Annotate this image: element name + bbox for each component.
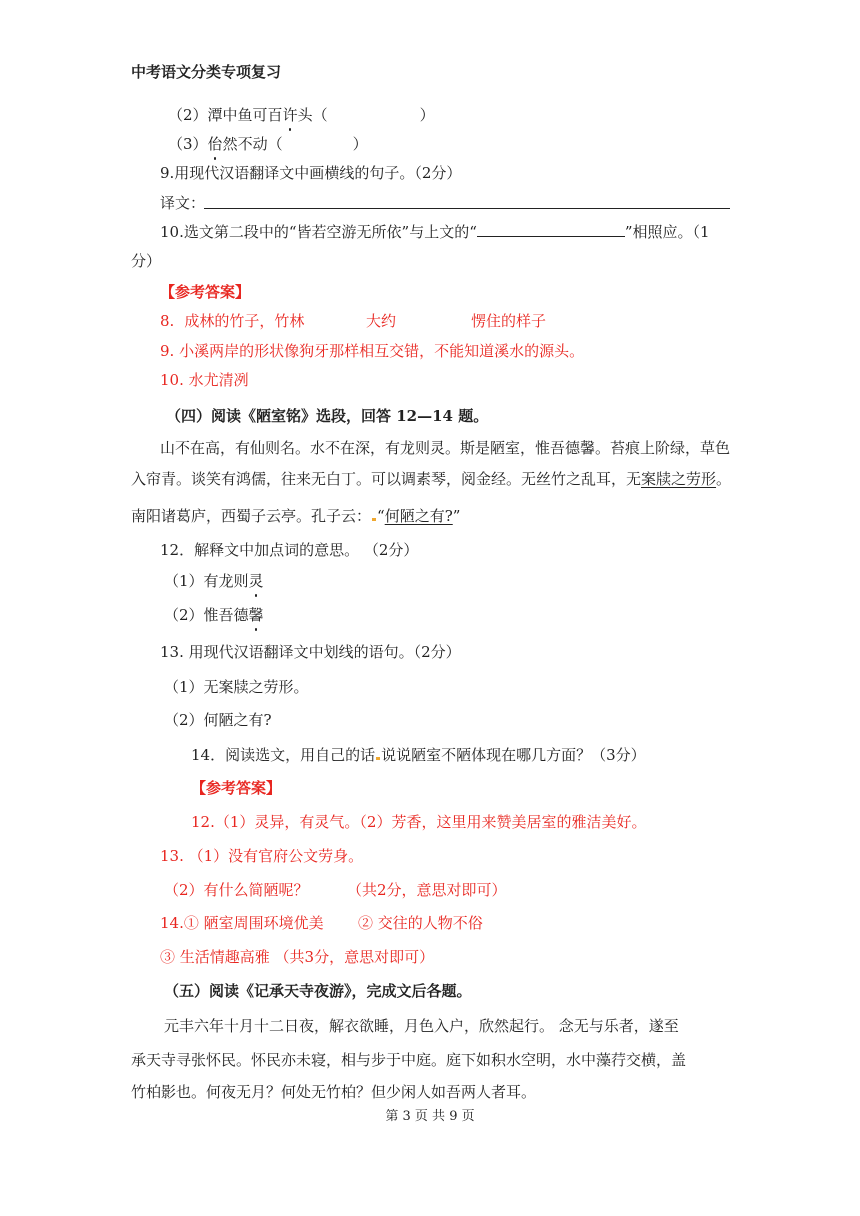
dotted-char: 许: [282, 106, 298, 124]
answer-8-v2: 大约: [366, 312, 397, 330]
underlined-phrase: 何陋之有?: [384, 507, 453, 525]
section5-para-line2: 承天寺寻张怀民。怀民亦未寝，相与步于中庭。庭下如积水空明，水中藻荇交横，盖: [131, 1051, 687, 1069]
answer-13-1: 13. （1）没有官府公文劳身。: [160, 847, 364, 865]
q13-item-1: （1）无案牍之劳形。: [164, 678, 309, 696]
q8-item-2: （2）潭中鱼可百许头（ ）: [168, 106, 435, 124]
q9-answer-line[interactable]: [204, 208, 730, 209]
comment-marker: [372, 518, 376, 521]
section4-para-line1: 山不在高，有仙则名。水不在深，有龙则灵。斯是陋室，惟吾德馨。苔痕上阶绿，草色: [160, 439, 731, 457]
section5-para-line1: 元丰六年十月十二日夜，解衣欲睡，月色入户，欣然起行。 念无与乐者，遂至: [164, 1017, 679, 1035]
section4-title: （四）阅读《陋室铭》选段，回答 12—14 题。: [166, 407, 489, 425]
answer-13-2-note: （共2分，意思对即可）: [347, 881, 507, 899]
section5-title: （五）阅读《记承天寺夜游》，完成文后各题。: [164, 982, 472, 1000]
header-title: 中考语文分类专项复习: [131, 63, 282, 81]
section5-para-line3: 竹柏影也。何夜无月？何处无竹柏？但少闲人如吾两人者耳。: [131, 1083, 537, 1101]
q12-item-1: （1）有龙则灵: [164, 572, 264, 590]
q10-question: 10.选文第二段中的“皆若空游无所依”与上文的“ ”相照应。（1: [160, 223, 710, 241]
section4-para-line3: 南阳诸葛庐，西蜀子云亭。孔子云： “何陋之有?”: [131, 507, 461, 525]
dotted-char: 馨: [248, 606, 264, 624]
q8-item-3: （3）佁然不动（ ）: [168, 135, 368, 153]
answer-12: 12.（1）灵异，有灵气。（2）芳香，这里用来赞美居室的雅洁美好。: [191, 813, 647, 831]
answer-9: 9. 小溪两岸的形状像狗牙那样相互交错，不能知道溪水的源头。: [160, 342, 585, 360]
q13-item-2: （2）何陋之有?: [164, 711, 272, 729]
page-footer: 第 3 页 共 9 页: [385, 1109, 475, 1124]
q13-question: 13. 用现代汉语翻译文中划线的语句。（2分）: [160, 643, 461, 661]
q14-question: 14．阅读选文，用自己的话 说说陋室不陋体现在哪几方面？（3分）: [191, 746, 646, 764]
answer-header: 【参考答案】: [191, 779, 282, 797]
q10-question-cont: 分）: [131, 252, 162, 270]
answer-8: 8. 成林的竹子，竹林: [160, 312, 305, 330]
answer-8-v3: 愣住的样子: [471, 312, 547, 330]
answer-14-1: 14.① 陋室周围环境优美: [160, 914, 324, 932]
q12-question: 12．解释文中加点词的意思。 （2分）: [160, 541, 419, 559]
dotted-char: 佁: [207, 135, 223, 153]
q12-item-2: （2）惟吾德馨: [164, 606, 264, 624]
answer-header: 【参考答案】: [160, 283, 251, 301]
q10-answer-blank[interactable]: [477, 222, 625, 237]
q9-question: 9.用现代汉语翻译文中画横线的句子。（2分）: [160, 164, 462, 182]
answer-14-2: ② 交往的人物不俗: [358, 914, 483, 932]
answer-10: 10. 水尤清冽: [160, 371, 249, 389]
answer-13-2: （2）有什么简陋呢？: [164, 881, 309, 899]
underlined-phrase: 案牍之劳形: [641, 470, 717, 488]
q9-translation-label: 译文：: [160, 194, 206, 212]
answer-14-3: ③ 生活情趣高雅 （共3分，意思对即可）: [160, 948, 435, 966]
comment-marker: [376, 757, 380, 760]
dotted-char: 灵: [248, 572, 264, 590]
section4-para-line2: 入帘青。谈笑有鸿儒，往来无白丁。可以调素琴，阅金经。无丝竹之乱耳，无案牍之劳形。: [131, 470, 732, 488]
